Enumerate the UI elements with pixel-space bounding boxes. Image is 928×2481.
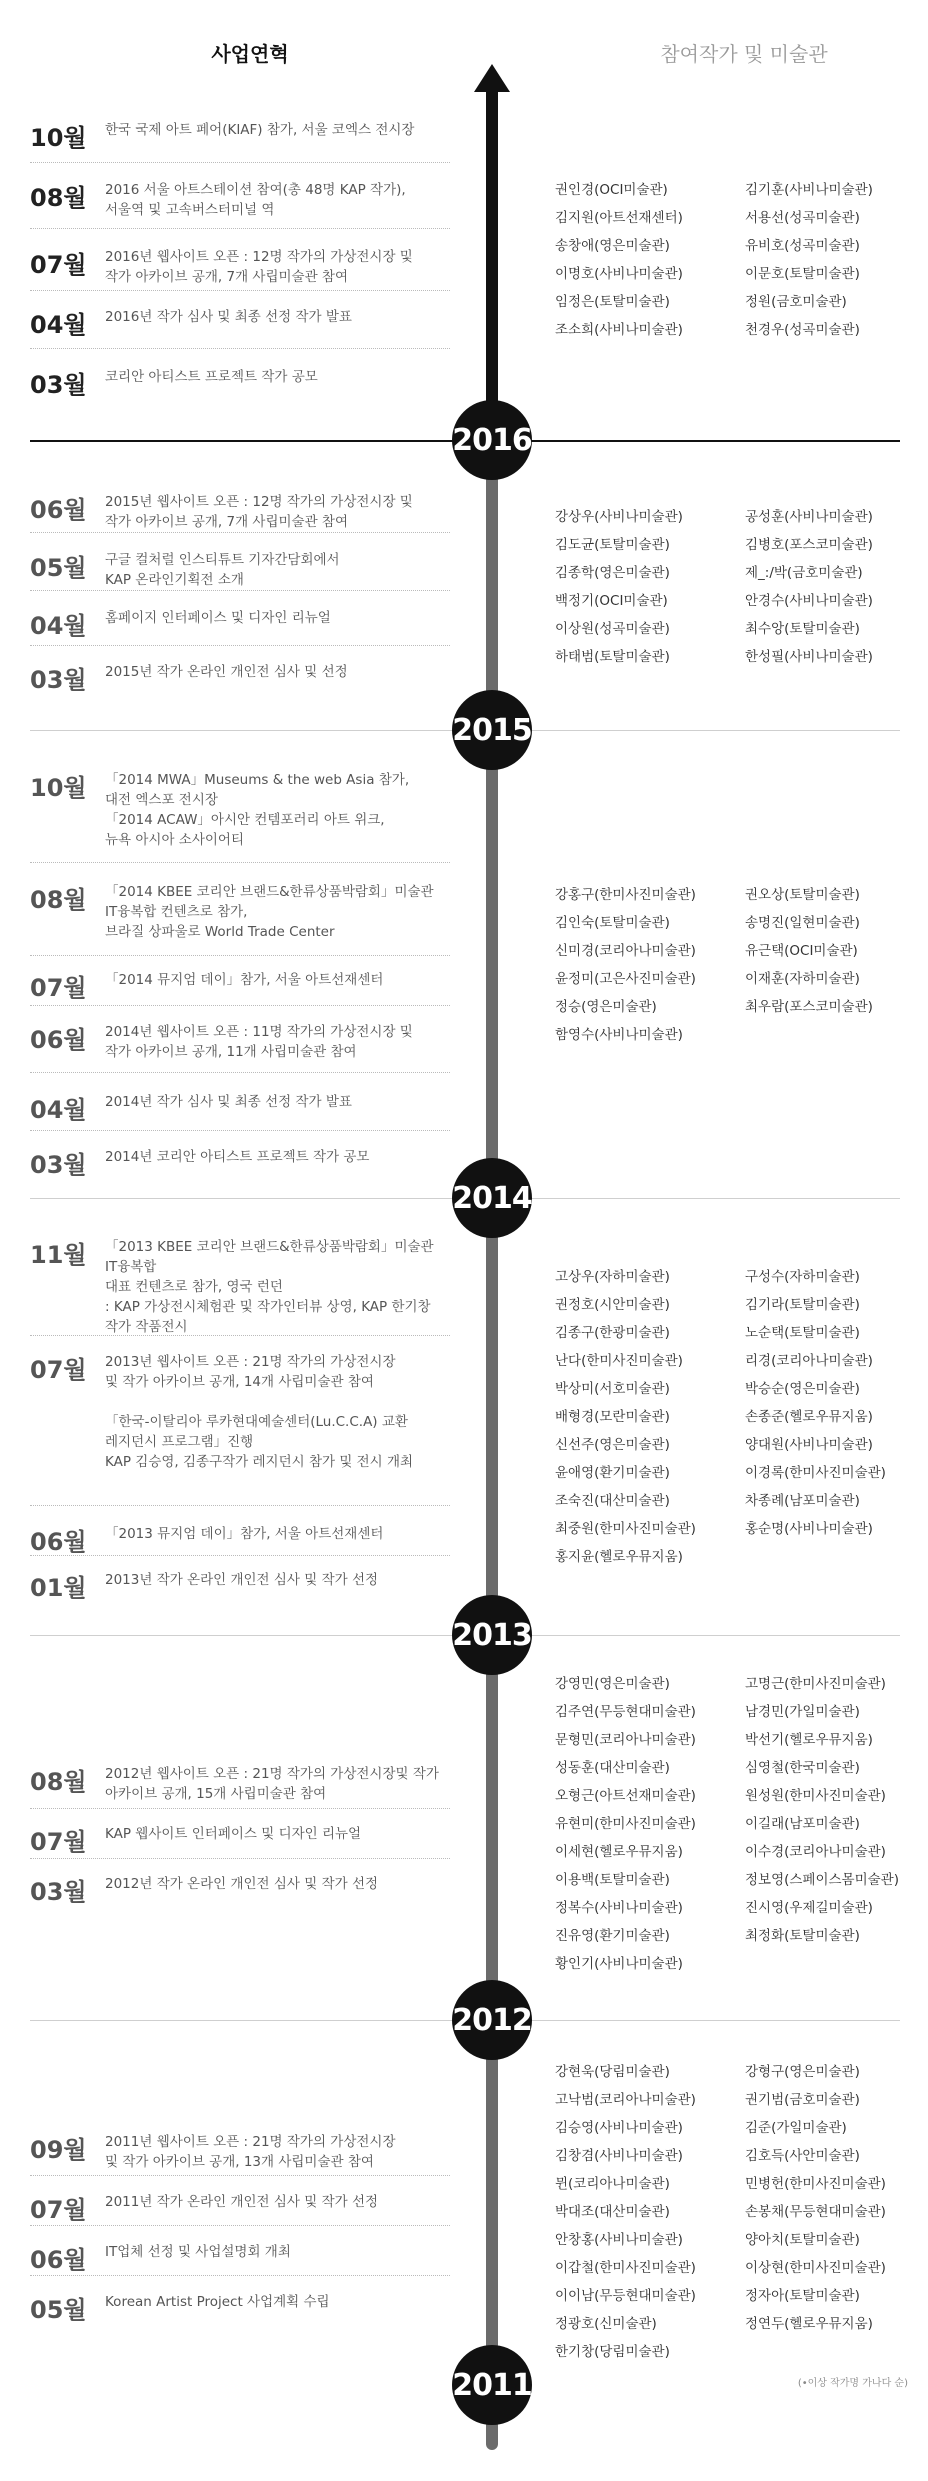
footnote: (•이상 작가명 가나다 순)	[797, 2378, 908, 2389]
event-separator	[30, 590, 450, 591]
year-badge: 2015	[452, 690, 532, 770]
artist-entry: 박상미(서호미술관)	[555, 1381, 670, 1397]
artist-entry: 송창애(영은미술관)	[555, 238, 670, 254]
event-description: IT업체 선정 및 사업설명회 개최	[105, 2244, 291, 2260]
artist-entry: 윤정미(고은사진미술관)	[555, 971, 696, 987]
event-month: 05월	[30, 2296, 87, 2324]
artist-entry: 서용선(성곡미술관)	[745, 210, 860, 226]
artist-entry: 신미경(코리아나미술관)	[555, 943, 696, 959]
event-description: 2016년 웹사이트 오픈 : 12명 작가의 가상전시장 및 작가 아카이브 공개, 7개 사립미술관 참여	[105, 249, 413, 285]
event-month: 11월	[30, 1241, 87, 1269]
artist-entry: 정복수(사비나미술관)	[555, 1900, 683, 1916]
artist-entry: 최중원(한미사진미술관)	[555, 1521, 696, 1537]
artist-entry: 강영민(영은미술관)	[555, 1676, 670, 1692]
artist-entry: 권오상(토탈미술관)	[745, 887, 860, 903]
artist-entry: 안경수(사비나미술관)	[745, 593, 873, 609]
event-description: 2011년 작가 온라인 개인전 심사 및 작가 선정	[105, 2194, 379, 2210]
artist-entry: 이세현(헬로우뮤지움)	[555, 1844, 683, 1860]
event-month: 03월	[30, 666, 87, 694]
event-description: 2015년 웹사이트 오픈 : 12명 작가의 가상전시장 및 작가 아카이브 공개, 7개 사립미술관 참여	[105, 494, 413, 530]
artist-entry: 조소희(사비나미술관)	[555, 322, 683, 338]
artist-entry: 유현미(한미사진미술관)	[555, 1816, 696, 1832]
event-description: 「2014 MWA」Museums & the web Asia 참가, 대전 엑스포 전시장 「2014 ACAW」아시안 컨템포러리 아트 위크, 뉴욕 아시아 소사이어티	[105, 772, 410, 848]
event-month: 01월	[30, 1574, 87, 1602]
artist-entry: 난다(한미사진미술관)	[555, 1353, 683, 1369]
artist-entry: 고낙범(코리아나미술관)	[555, 2092, 696, 2108]
artist-entry: 정원(금호미술관)	[745, 294, 847, 310]
event-separator	[30, 1858, 450, 1859]
artist-entry: 최수앙(토탈미술관)	[745, 621, 860, 637]
event-month: 10월	[30, 774, 87, 802]
history-header: 사업연혁	[211, 42, 289, 66]
artist-entry: 함영수(사비나미술관)	[555, 1027, 683, 1043]
event-separator	[30, 645, 450, 646]
artist-entry: 공성훈(사비나미술관)	[745, 509, 873, 525]
event-description: 2014년 웹사이트 오픈 : 11명 작가의 가상전시장 및 작가 아카이브 공개, 11개 사립미술관 참여	[105, 1024, 413, 1060]
artist-entry: 안창홍(사비나미술관)	[555, 2232, 683, 2248]
event-description: 한국 국제 아트 페어(KIAF) 참가, 서울 코엑스 전시장	[105, 122, 415, 138]
artist-entry: 김종구(한광미술관)	[555, 1325, 670, 1341]
artist-entry: 정연두(헬로우뮤지움)	[745, 2316, 873, 2332]
event-month: 04월	[30, 1096, 87, 1124]
artist-entry: 송명진(일현미술관)	[745, 915, 860, 931]
event-description: KAP 웹사이트 인터페이스 및 디자인 리뉴얼	[105, 1826, 362, 1842]
event-description: 홈페이지 인터페이스 및 디자인 리뉴얼	[105, 610, 331, 626]
artist-entry: 배형경(모란미술관)	[555, 1409, 670, 1425]
artist-entry: 임정은(토탈미술관)	[555, 294, 670, 310]
artist-entry: 이명호(사비나미술관)	[555, 266, 683, 282]
event-month: 03월	[30, 1151, 87, 1179]
event-separator	[30, 2275, 450, 2276]
artist-entry: 손봉채(무등현대미술관)	[745, 2204, 886, 2220]
artist-entry: 심영철(한국미술관)	[745, 1760, 860, 1776]
artist-entry: 진유영(환기미술관)	[555, 1928, 670, 1944]
artist-entry: 김지원(아트선재센터)	[555, 210, 683, 226]
event-description: 2014년 코리안 아티스트 프로젝트 작가 공모	[105, 1149, 370, 1165]
event-separator	[30, 1005, 450, 1006]
artist-entry: 강상우(사비나미술관)	[555, 509, 683, 525]
event-month: 06월	[30, 496, 87, 524]
artist-entry: 한성필(사비나미술관)	[745, 649, 873, 665]
artist-entry: 정승(영은미술관)	[555, 999, 657, 1015]
year-badge: 2016	[452, 400, 532, 480]
artist-entry: 하태범(토탈미술관)	[555, 649, 670, 665]
artist-entry: 유비호(성곡미술관)	[745, 238, 860, 254]
artist-entry: 노순택(토탈미술관)	[745, 1325, 860, 1341]
event-description: 2012년 웹사이트 오픈 : 21명 작가의 가상전시장및 작가 아카이브 공개, 15개 사립미술관 참여	[105, 1766, 439, 1802]
artist-entry: 고상우(자하미술관)	[555, 1269, 670, 1285]
artist-entry: 천경우(성곡미술관)	[745, 322, 860, 338]
artist-entry: 김주연(무등현대미술관)	[555, 1704, 696, 1720]
year-badge: 2012	[452, 1980, 532, 2060]
artist-entry: 제_:/박(금호미술관)	[745, 565, 863, 581]
artist-entry: 권정호(시안미술관)	[555, 1297, 670, 1313]
artist-entry: 백정기(OCI미술관)	[555, 593, 668, 609]
artist-entry: 정보영(스페이스몸미술관)	[745, 1872, 899, 1888]
event-separator	[30, 290, 450, 291]
artist-entry: 홍순명(사비나미술관)	[745, 1521, 873, 1537]
artist-entry: 이수경(코리아나미술관)	[745, 1844, 886, 1860]
artist-entry: 문형민(코리아나미술관)	[555, 1732, 696, 1748]
artist-entry: 윤애영(환기미술관)	[555, 1465, 670, 1481]
event-description: 2012년 작가 온라인 개인전 심사 및 작가 선정	[105, 1876, 379, 1892]
artist-entry: 오형근(아트선재미술관)	[555, 1788, 696, 1804]
event-description: 2011년 웹사이트 오픈 : 21명 작가의 가상전시장 및 작가 아카이브 공개, 13개 사립미술관 참여	[105, 2134, 396, 2170]
artist-entry: 김종학(영은미술관)	[555, 565, 670, 581]
year-badge: 2013	[452, 1595, 532, 1675]
artist-entry: 민병헌(한미사진미술관)	[745, 2176, 886, 2192]
artist-entry: 남경민(가일미술관)	[745, 1704, 860, 1720]
event-separator	[30, 1072, 450, 1073]
event-month: 06월	[30, 1528, 87, 1556]
year-badge: 2011	[452, 2345, 532, 2425]
event-description: 2015년 작가 온라인 개인전 심사 및 선정	[105, 664, 348, 680]
artist-entry: 박대조(대산미술관)	[555, 2204, 670, 2220]
event-separator	[30, 228, 450, 229]
artist-entry: 권기범(금호미술관)	[745, 2092, 860, 2108]
event-description: 「2013 뮤지엄 데이」참가, 서울 아트선재센터	[105, 1526, 384, 1542]
event-separator	[30, 1808, 450, 1809]
artist-entry: 이문호(토탈미술관)	[745, 266, 860, 282]
event-separator	[30, 1505, 450, 1506]
event-separator	[30, 1335, 450, 1336]
artist-entry: 권인경(OCI미술관)	[555, 182, 668, 198]
artist-entry: 고명근(한미사진미술관)	[745, 1676, 886, 1692]
artist-entry: 차종례(남포미술관)	[745, 1493, 860, 1509]
event-month: 03월	[30, 1878, 87, 1906]
event-month: 08월	[30, 886, 87, 914]
artist-entry: 이상현(한미사진미술관)	[745, 2260, 886, 2276]
artist-entry: 조숙진(대산미술관)	[555, 1493, 670, 1509]
artist-entry: 강형구(영은미술관)	[745, 2064, 860, 2080]
event-month: 10월	[30, 124, 87, 152]
artist-entry: 한기창(당림미술관)	[555, 2344, 670, 2360]
artist-entry: 손종준(헬로우뮤지움)	[745, 1409, 873, 1425]
event-month: 06월	[30, 1026, 87, 1054]
artist-entry: 박승순(영은미술관)	[745, 1381, 860, 1397]
artist-entry: 신선주(영은미술관)	[555, 1437, 670, 1453]
event-separator	[30, 955, 450, 956]
event-separator	[30, 1555, 450, 1556]
timeline-spine-current	[486, 85, 498, 425]
artist-entry: 정광호(신미술관)	[555, 2316, 657, 2332]
event-month: 07월	[30, 2196, 87, 2224]
artist-entry: 이용백(토탈미술관)	[555, 1872, 670, 1888]
artist-entry: 김병호(포스코미술관)	[745, 537, 873, 553]
event-month: 07월	[30, 974, 87, 1002]
artist-entry: 박선기(헬로우뮤지움)	[745, 1732, 873, 1748]
artist-entry: 구성수(자하미술관)	[745, 1269, 860, 1285]
artist-entry: 뮌(코리아나미술관)	[555, 2176, 670, 2192]
event-separator	[30, 348, 450, 349]
arrow-up-icon	[474, 64, 510, 92]
participants-header: 참여작가 및 미술관	[660, 42, 828, 66]
artist-entry: 정자아(토탈미술관)	[745, 2288, 860, 2304]
event-month: 09월	[30, 2136, 87, 2164]
artist-entry: 김도균(토탈미술관)	[555, 537, 670, 553]
artist-entry: 양대원(사비나미술관)	[745, 1437, 873, 1453]
artist-entry: 성동훈(대산미술관)	[555, 1760, 670, 1776]
event-separator	[30, 1130, 450, 1131]
event-separator	[30, 862, 450, 863]
event-description: 「2014 뮤지엄 데이」참가, 서울 아트선재센터	[105, 972, 384, 988]
event-description: 「2014 KBEE 코리안 브랜드&한류상품박람회」미술관 IT융복합 컨텐츠로 참가, 브라질 상파울로 World Trade Center	[105, 884, 434, 940]
artist-entry: 홍지윤(헬로우뮤지움)	[555, 1549, 683, 1565]
artist-entry: 이경록(한미사진미술관)	[745, 1465, 886, 1481]
artist-entry: 김기훈(사비나미술관)	[745, 182, 873, 198]
artist-entry: 이이남(무등현대미술관)	[555, 2288, 696, 2304]
artist-entry: 이상원(성곡미술관)	[555, 621, 670, 637]
artist-entry: 황인기(사비나미술관)	[555, 1956, 683, 1972]
event-description: 2016년 작가 심사 및 최종 선정 작가 발표	[105, 309, 352, 325]
event-description: 2013년 작가 온라인 개인전 심사 및 작가 선정	[105, 1572, 379, 1588]
event-description: 2016 서울 아트스테이션 참여(총 48명 KAP 작가), 서울역 및 고속버스터미널 역	[105, 182, 406, 218]
artist-entry: 김인숙(토탈미술관)	[555, 915, 670, 931]
event-separator	[30, 2225, 450, 2226]
event-description: Korean Artist Project 사업계획 수립	[105, 2294, 330, 2310]
event-description: 「2013 KBEE 코리안 브랜드&한류상품박람회」미술관IT융복합 대표 컨텐츠로 참가, 영국 런던 : KAP 가상전시체험관 및 작가인터뷰 상영, KAP 한기창 작가 작품전시	[105, 1239, 434, 1335]
artist-entry: 이갑철(한미사진미술관)	[555, 2260, 696, 2276]
event-description: 2013년 웹사이트 오픈 : 21명 작가의 가상전시장 및 작가 아카이브 공개, 14개 사립미술관 참여 「한국-이탈리아 루카현대예술센터(Lu.C.C.A) 교환 레지던시 프로그램」진행 KAP 김승영, 김종구작가 레지던시 참가 및 전시 개최	[105, 1354, 414, 1470]
event-description: 2014년 작가 심사 및 최종 선정 작가 발표	[105, 1094, 352, 1110]
year-badge: 2014	[452, 1158, 532, 1238]
artist-entry: 김호득(사안미술관)	[745, 2148, 860, 2164]
artist-entry: 유근택(OCI미술관)	[745, 943, 858, 959]
artist-entry: 김기라(토탈미술관)	[745, 1297, 860, 1313]
artist-entry: 최정화(토탈미술관)	[745, 1928, 860, 1944]
event-month: 03월	[30, 371, 87, 399]
artist-entry: 강홍구(한미사진미술관)	[555, 887, 696, 903]
artist-entry: 강현욱(당림미술관)	[555, 2064, 670, 2080]
event-month: 07월	[30, 251, 87, 279]
event-month: 04월	[30, 311, 87, 339]
artist-entry: 리경(코리아나미술관)	[745, 1353, 873, 1369]
event-month: 08월	[30, 1768, 87, 1796]
event-separator	[30, 162, 450, 163]
event-month: 08월	[30, 184, 87, 212]
event-month: 06월	[30, 2246, 87, 2274]
event-month: 07월	[30, 1828, 87, 1856]
event-month: 07월	[30, 1356, 87, 1384]
event-description: 구글 컬처럴 인스티튜트 기자간담회에서 KAP 온라인기획전 소개	[105, 552, 340, 588]
event-month: 04월	[30, 612, 87, 640]
event-separator	[30, 2175, 450, 2176]
artist-entry: 이재훈(자하미술관)	[745, 971, 860, 987]
artist-entry: 원성원(한미사진미술관)	[745, 1788, 886, 1804]
event-month: 05월	[30, 554, 87, 582]
artist-entry: 이길래(남포미술관)	[745, 1816, 860, 1832]
artist-entry: 김승영(사비나미술관)	[555, 2120, 683, 2136]
artist-entry: 김준(가일미술관)	[745, 2120, 847, 2136]
artist-entry: 양아치(토탈미술관)	[745, 2232, 860, 2248]
artist-entry: 김창겸(사비나미술관)	[555, 2148, 683, 2164]
artist-entry: 최우람(포스코미술관)	[745, 999, 873, 1015]
event-description: 코리안 아티스트 프로젝트 작가 공모	[105, 369, 318, 385]
event-separator	[30, 532, 450, 533]
artist-entry: 진시영(우제길미술관)	[745, 1900, 873, 1916]
